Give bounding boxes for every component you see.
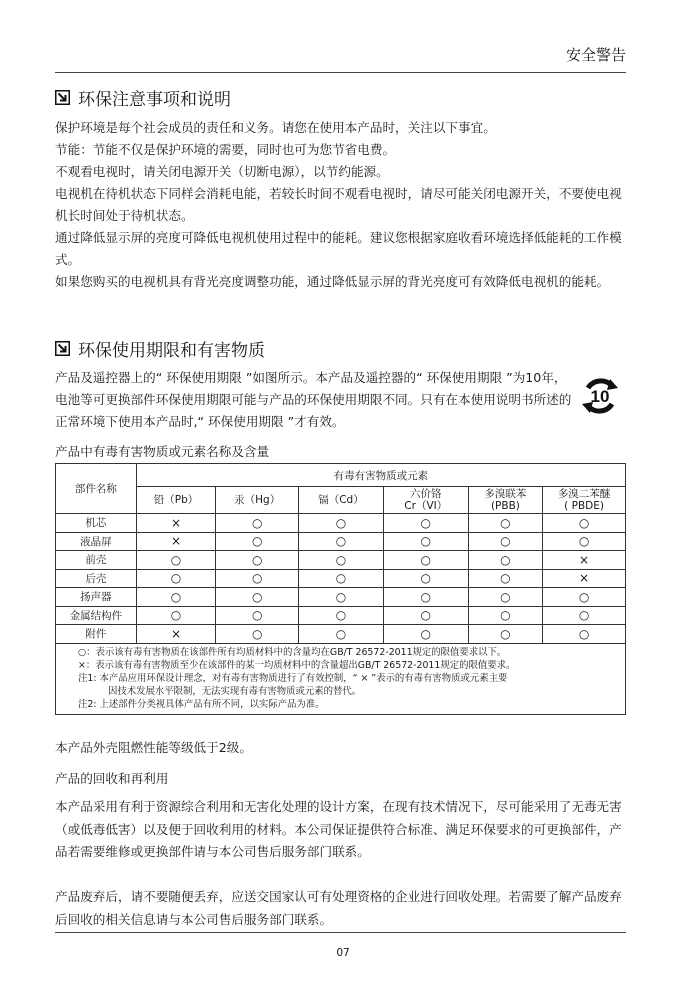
substance-mark-cell: ○ — [299, 588, 384, 607]
table-row — [56, 625, 626, 644]
note-line: ×：表示该有毒有害物质至少在该部件的某一均质材料中的含量超出GB/T 26572-2011规定的限值要求。 — [78, 659, 516, 671]
column-header — [543, 487, 626, 514]
section-title: 环保使用期限和有害物质 — [78, 341, 265, 361]
substance-group-header: 有毒有害物质或元素 — [136, 464, 625, 487]
table-row — [56, 588, 626, 607]
substance-mark-cell: ○ — [136, 569, 216, 588]
substance-mark-cell: ○ — [383, 551, 468, 570]
column-header-text: 多溴二苯醚 ( PBDE) — [557, 488, 611, 512]
part-name-cell: 后壳 — [56, 569, 137, 588]
column-header-text: 六价铬 Cr（VI） — [404, 488, 448, 512]
column-header — [383, 487, 468, 514]
substance-mark-cell: ○ — [543, 606, 626, 625]
footer-divider — [55, 932, 626, 933]
substance-mark-cell: ○ — [543, 588, 626, 607]
recycle-paragraph-2: 产品废弃后，请不要随便丢弃，应送交国家认可有处理资格的企业进行回收处理。若需要了解产品废弃后回收的相关信息请与本公司售后服务部门联系。 — [55, 889, 622, 927]
substance-mark-cell: ○ — [299, 551, 384, 570]
substance-mark-cell: ○ — [136, 551, 216, 570]
column-header — [468, 487, 542, 514]
column-header-text: 铅（Pb） — [153, 494, 199, 506]
section-heading-environment — [55, 85, 231, 110]
substance-mark-cell: ○ — [299, 532, 384, 551]
substance-mark-cell: ○ — [543, 532, 626, 551]
substance-mark-cell: ○ — [468, 588, 542, 607]
substance-mark-cell: ○ — [543, 514, 626, 533]
part-name-cell: 扬声器 — [56, 588, 137, 607]
substance-mark-cell: ○ — [468, 532, 542, 551]
section-heading-hazardous — [55, 336, 265, 361]
paragraph: 通过降低显示屏的亮度可降低电视机使用过程中的能耗。建议您根据家庭收看环境选择低能耗的工作模式。 — [55, 230, 622, 267]
part-name-cell: 前壳 — [56, 551, 137, 570]
substance-mark-cell: × — [136, 514, 216, 533]
eco-period-logo-icon — [580, 376, 620, 416]
note-line: 注2: 上述部件分类视具体产品有所不同，以实际产品为准。 — [78, 699, 325, 711]
column-header-text: 镉（Cd） — [318, 494, 364, 506]
substance-mark-cell: ○ — [468, 606, 542, 625]
substance-mark-cell: ○ — [468, 569, 542, 588]
note-line: ○：表示该有毒有害物质在该部件所有均质材料中的含量均在GB/T 26572-2011规定的限值要求以下。 — [78, 646, 507, 658]
substance-mark-cell: ○ — [136, 588, 216, 607]
fire-rating-text: 本产品外壳阻燃性能等级低于2级。 — [55, 740, 252, 755]
paragraph: 如果您购买的电视机具有背光亮度调整功能，通过降低显示屏的背光亮度可有效降低电视机的能耗。 — [55, 274, 610, 289]
column-header-text: 多溴联苯 (PBB) — [484, 488, 527, 512]
logo-number: 10 — [590, 387, 610, 406]
table-row — [56, 569, 626, 588]
part-name-header: 部件名称 — [56, 464, 137, 514]
substance-mark-cell: ○ — [383, 514, 468, 533]
substance-mark-cell: ○ — [299, 514, 384, 533]
paragraph: 不观看电视时，请关闭电源开关（切断电源），以节约能源。 — [55, 164, 389, 179]
substance-mark-cell: ○ — [468, 625, 542, 644]
substance-mark-cell: ○ — [299, 569, 384, 588]
boxed-arrow-icon — [55, 90, 70, 105]
page-header-title: 安全警告 — [565, 46, 626, 64]
substance-mark-cell: ○ — [216, 625, 299, 644]
table-row — [56, 551, 626, 570]
substance-mark-cell: ○ — [543, 625, 626, 644]
header-divider — [55, 72, 626, 73]
hazardous-substances-table — [55, 463, 626, 715]
substance-mark-cell: × — [136, 625, 216, 644]
page-number: 07 — [336, 947, 350, 959]
substance-mark-cell: ○ — [383, 588, 468, 607]
substance-mark-cell: × — [543, 551, 626, 570]
substance-mark-cell: ○ — [136, 606, 216, 625]
section1-body — [55, 117, 630, 293]
column-header — [299, 487, 384, 514]
table-caption: 产品中有毒有害物质或元素名称及含量 — [55, 444, 270, 459]
table-row — [56, 532, 626, 551]
recycle-paragraph-1: 本产品采用有利于资源综合利用和无害化处理的设计方案，在现有技术情况下，尽可能采用了无毒无害（或低毒低害）以及便于回收利用的材料。本公司保证提供符合标准、满足环保要求的可更换部件，产品若需要维修或更换部件请与本公司售后服务部门联系。 — [55, 799, 622, 859]
recycle-title: 产品的回收和再利用 — [55, 771, 169, 786]
substance-mark-cell: ○ — [216, 588, 299, 607]
part-name-cell: 机芯 — [56, 514, 137, 533]
table-row — [56, 514, 626, 533]
column-header-text: 汞（Hg） — [234, 494, 281, 506]
substance-mark-cell: ○ — [216, 514, 299, 533]
paragraph: 电视机在待机状态下同样会消耗电能，若较长时间不观看电视时，请尽可能关闭电源开关，不要使电视机长时间处于待机状态。 — [55, 186, 622, 223]
substance-mark-cell: ○ — [383, 532, 468, 551]
note-line: 注1: 本产品应用环保设计理念，对有毒有害物质进行了有效控制，“ × ”表示的有毒有害物质或元素主要 — [78, 672, 508, 684]
substance-mark-cell: × — [136, 532, 216, 551]
substance-mark-cell: ○ — [383, 625, 468, 644]
table-row — [56, 606, 626, 625]
substance-mark-cell: ○ — [468, 551, 542, 570]
substance-mark-cell: ○ — [216, 551, 299, 570]
column-header — [216, 487, 299, 514]
part-name-cell: 金属结构件 — [56, 606, 137, 625]
substance-mark-cell: ○ — [383, 606, 468, 625]
paragraph: 保护环境是每个社会成员的责任和义务。请您在使用本产品时，关注以下事宜。 — [55, 120, 496, 135]
substance-mark-cell: × — [543, 569, 626, 588]
column-header — [136, 487, 216, 514]
substance-mark-cell: ○ — [383, 569, 468, 588]
paragraph: 节能：节能不仅是保护环境的需要，同时也可为您节省电费。 — [55, 142, 396, 157]
substance-mark-cell: ○ — [216, 569, 299, 588]
part-name-cell: 液晶屏 — [56, 532, 137, 551]
note-line: 因技术发展水平限制，无法实现有毒有害物质或元素的替代。 — [108, 686, 362, 698]
substance-mark-cell: ○ — [468, 514, 542, 533]
section2-intro: 产品及遥控器上的“ 环保使用期限 ”如图所示。本产品及遥控器的“ 环保使用期限 ”为10年，电池等可更换部件环保使用期限可能与产品的环保使用期限不同。只有在本使用说明书所述的正常环境下使用本产品时,“ 环保使用期限 ”才有效。 — [55, 370, 572, 429]
section-title: 环保注意事项和说明 — [78, 90, 231, 110]
substance-mark-cell: ○ — [299, 625, 384, 644]
substance-mark-cell: ○ — [299, 606, 384, 625]
substance-mark-cell: ○ — [216, 532, 299, 551]
part-name-cell: 附件 — [56, 625, 137, 644]
substance-mark-cell: ○ — [216, 606, 299, 625]
boxed-arrow-icon — [55, 341, 70, 356]
table-notes — [56, 643, 626, 714]
